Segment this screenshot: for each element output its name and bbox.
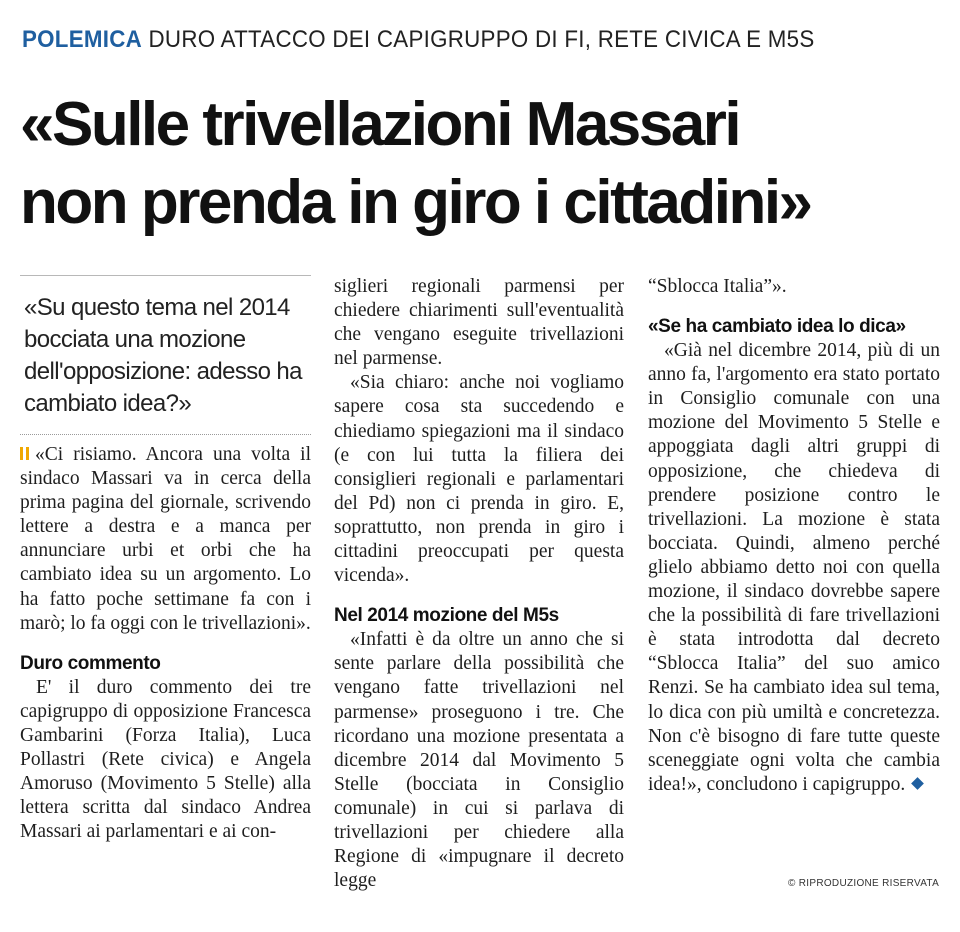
headline-line-1: «Sulle trivellazioni Massari bbox=[20, 90, 740, 159]
pull-quote: «Su questo tema nel 2014 bocciata una mozione dell'opposizione: adesso ha cambiato idea?» bbox=[24, 294, 302, 417]
body-paragraph: «Sia chiaro: anche noi vogliamo sapere cosa sta succedendo e chiediamo spiegazioni ma il sindaco (e con lui tutta la filiera dei consiglieri regionali e parlamentari del Pd) non ci prenda in giro. E, soprattutto, non prenda in giro i cittadini preoccupati per questa vicenda». bbox=[334, 372, 624, 587]
column-rule bbox=[20, 275, 311, 276]
end-of-article-icon bbox=[911, 777, 924, 790]
section-tag: POLEMICA bbox=[22, 26, 143, 53]
body-paragraph: «Già nel dicembre 2014, più di un anno fa, l'argomento era stato portato in Consiglio comunale con una mozione del Movimento 5 Stelle e appoggiata dagli altri gruppi di opposizione, che chiedeva di prendere posizione contro le trivellazioni. La mozione è stata bocciata. Quindi, almeno perché glielo abbiamo detto noi con quella mozione, il sindaco dovrebbe sapere che la possibilità di fare trivellazioni è stata introdotta dal decreto “Sblocca Italia” del suo amico Renzi. Se ha cambiato idea sul tema, lo dica con più umiltà e concretezza. Non c'è bisogno di fare tutte queste sceneggiate ogni volta che cambia idea!», concludono i capigruppo. bbox=[648, 340, 940, 795]
body-paragraph: «Infatti è da oltre un anno che si sente parlare della possibilità che vengano fatte trivellazioni nel parmense» proseguono i tre. Che ricordano una mozione presentata a dicembre 2014 dal Movimento 5 Stelle (bocciata in Consiglio comunale) in cui si parlava di trivellazioni per chiedere alla Regione di «impugnare il decreto legge bbox=[334, 629, 624, 892]
pull-quote-divider bbox=[20, 434, 311, 435]
body-paragraph: E' il duro commento dei tre capigruppo di opposizione Francesca Gambarini (Forza Italia), Luca Pollastri (Rete civica) e Angela Amoruso (Movimento 5 Stelle) alla lettera scritta dal sindaco Andrea Massari ai parlamentari e ai con- bbox=[20, 676, 311, 843]
copyright-notice: © RIPRODUZIONE RISERVATA bbox=[788, 878, 940, 889]
article-column-2 bbox=[334, 275, 624, 893]
subheading-cambiato-idea: «Se ha cambiato idea lo dica» bbox=[648, 316, 906, 338]
kicker-subtitle: DURO ATTACCO DEI CAPIGRUPPO DI FI, RETE CIVICA E M5S bbox=[148, 26, 815, 53]
body-paragraph: siglieri regionali parmensi per chiedere chiarimenti sull'eventualità che vengano eseguite trivellazioni nel parmense. bbox=[334, 276, 624, 370]
subheading-duro-commento: Duro commento bbox=[20, 652, 161, 674]
subheading-mozione-m5s: Nel 2014 mozione del M5s bbox=[334, 605, 559, 627]
headline bbox=[20, 86, 950, 242]
article-column-1 bbox=[20, 275, 311, 844]
body-paragraph: “Sblocca Italia”». bbox=[648, 276, 787, 297]
body-paragraph: «Ci risiamo. Ancora una volta il sindaco Massari va in cerca della prima pagina del giornale, scrivendo lettere a destra e a manca per annunciare urbi et orbi che ha cambiato idea su un argomento. Lo ha fatto poche settimane fa con i marò; lo fa oggi con le trivellazioni». bbox=[20, 444, 311, 634]
paragraph-marker-icon bbox=[20, 447, 29, 460]
kicker bbox=[22, 26, 815, 54]
article-column-3 bbox=[648, 275, 940, 797]
headline-line-2: non prenda in giro i cittadini» bbox=[20, 168, 811, 237]
